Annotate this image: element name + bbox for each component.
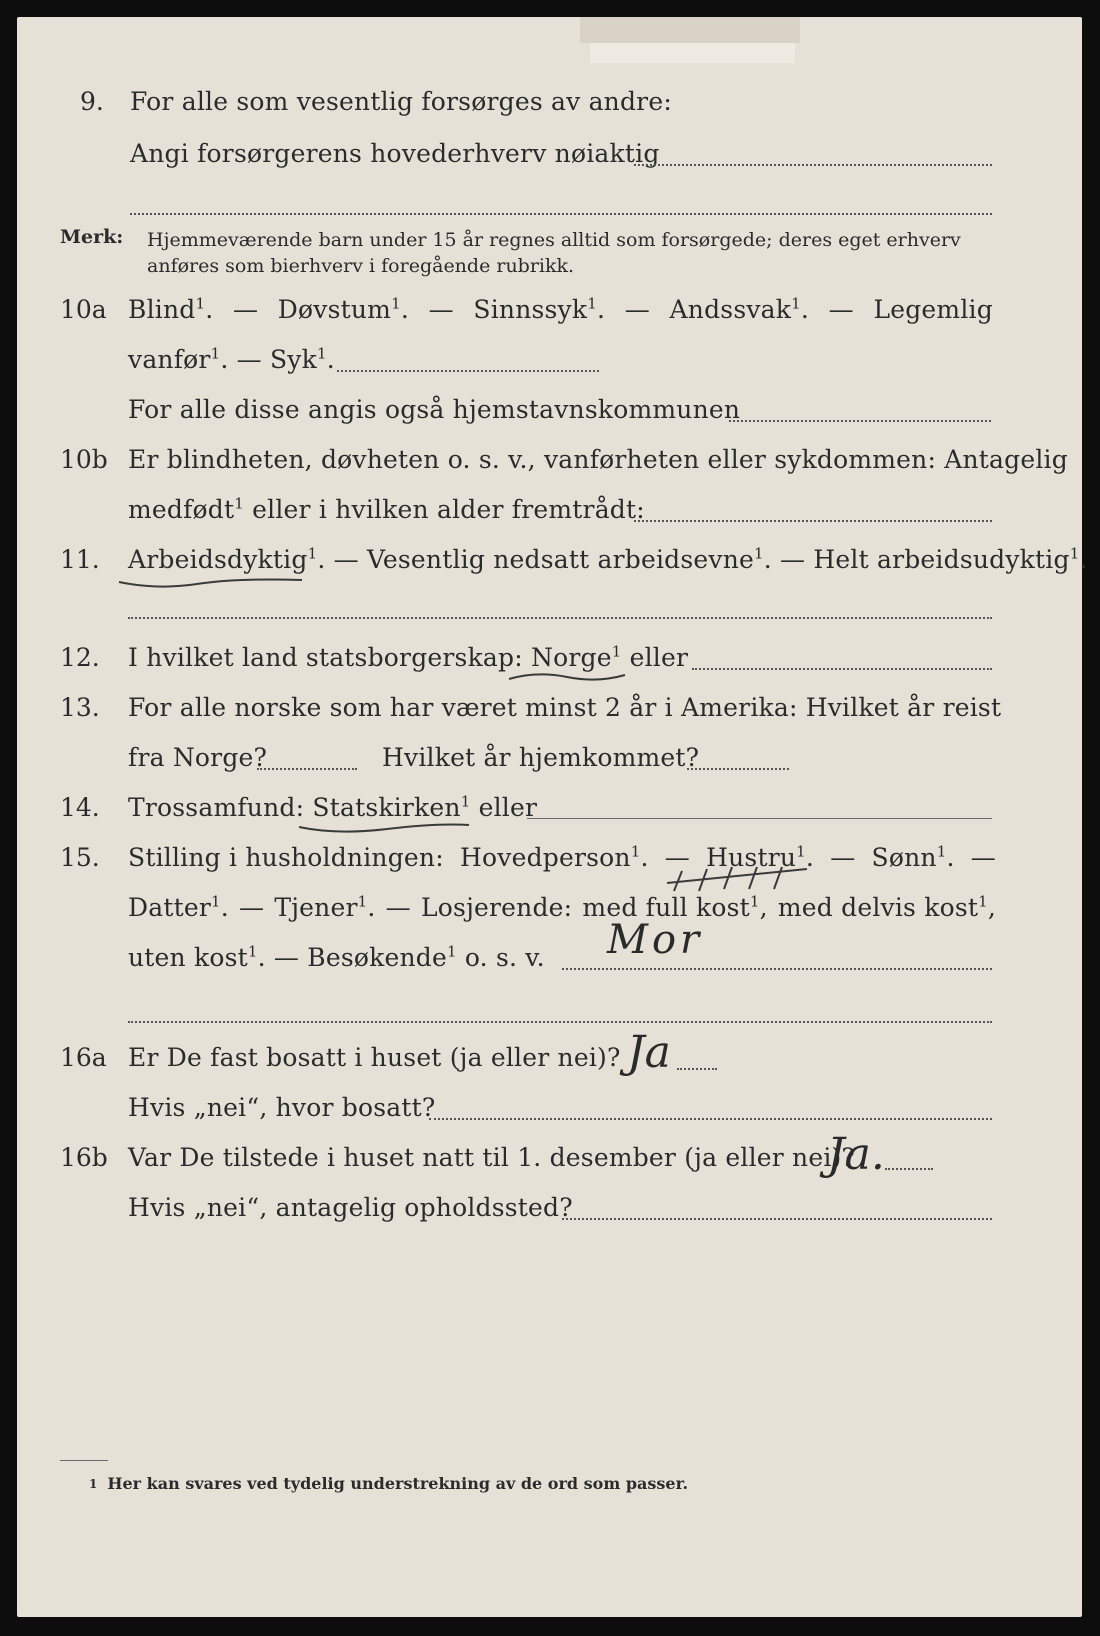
underline-arbeidsdyktig — [117, 570, 307, 590]
q16b-line2: Hvis „nei“, antagelig opholdssted? — [128, 1193, 573, 1222]
merk-label: Merk: — [60, 226, 124, 248]
handwritten-answer-15: Mor — [607, 917, 704, 963]
q15-number: 15. — [60, 843, 100, 872]
sup: 1 — [796, 842, 806, 861]
footnote-mark: 1 — [89, 1477, 98, 1491]
opt-hovedperson[interactable]: Hovedperson — [460, 843, 631, 872]
q14-answer-line[interactable] — [527, 818, 992, 819]
q15-answer-line-2[interactable] — [128, 1021, 992, 1023]
opt-syk[interactable]: Syk — [269, 345, 317, 374]
q12-eller: eller — [629, 643, 689, 672]
q16b-opphold-line[interactable] — [562, 1218, 992, 1220]
q13-line1: For alle norske som har været minst 2 år i Amerika: Hvilket år reist — [128, 693, 1002, 722]
sup: 1 — [234, 494, 245, 513]
q13-hjem-line[interactable] — [687, 768, 789, 770]
q13-hjem: Hvilket år hjemkommet? — [382, 743, 700, 772]
opt-vanfor[interactable]: vanfør — [128, 345, 211, 374]
sup: 1 — [611, 642, 622, 661]
sup: 1 — [357, 892, 368, 911]
census-form-page — [17, 17, 1088, 1617]
sup: 1 — [195, 294, 206, 313]
opt-medfodt[interactable]: medfødt — [128, 495, 235, 524]
opt-delviskost[interactable]: med delvis kost — [777, 893, 979, 922]
q15-losjerende: Losjerende: — [421, 893, 573, 922]
q9-line1: For alle som vesentlig forsørges av andre: — [130, 87, 672, 116]
footnote-text: Her kan svares ved tydelig understrekning av de ord som passer. — [107, 1474, 689, 1493]
q9-answer-line-2[interactable] — [130, 213, 992, 215]
q16a-line2: Hvis „nei“, hvor bosatt? — [128, 1093, 436, 1122]
q15-stilling: Stilling i husholdningen: — [128, 843, 444, 872]
page-tab-label-area — [590, 43, 795, 63]
sup: 1 — [247, 942, 258, 961]
sup: 1 — [630, 842, 641, 861]
opt-andssvak[interactable]: Andssvak — [669, 295, 792, 324]
q10a-kommune-line[interactable] — [729, 420, 991, 422]
handwritten-answer-16a: Ja — [627, 1027, 671, 1078]
q16b-answer-line[interactable] — [885, 1168, 933, 1170]
opt-utenkost[interactable]: uten kost — [128, 943, 248, 972]
q12-answer-line[interactable] — [692, 668, 992, 670]
sup: 1 — [749, 892, 760, 911]
footnote-rule — [60, 1460, 108, 1461]
q10b-line1: Er blindheten, døvheten o. s. v., vanførheten eller sykdommen: Antagelig — [128, 445, 1068, 474]
q9-number: 9. — [80, 87, 104, 116]
q15-line3: uten kost$^1$. — Besøkende$^1$ o. s. v. — [128, 942, 545, 972]
sup: 1 — [791, 294, 801, 313]
underline-statskirken — [297, 817, 472, 837]
q16b-line1: Var De tilstede i huset natt til 1. desember (ja eller nei)? — [128, 1143, 856, 1172]
opt-arbeidsdyktig[interactable]: Arbeidsdyktig — [128, 545, 308, 574]
opt-dovstum[interactable]: Døvstum — [277, 295, 392, 324]
q16a-answer-line[interactable] — [677, 1068, 717, 1070]
q10b-answer-line[interactable] — [634, 520, 992, 522]
opt-datter[interactable]: Datter — [128, 893, 211, 922]
opt-besokende[interactable]: Besøkende — [307, 943, 447, 972]
opt-sinnssyk[interactable]: Sinnssyk — [473, 295, 588, 324]
q12-text: I hvilket land statsborgerskap: — [128, 643, 523, 672]
q15-osv: o. s. v. — [464, 943, 545, 972]
q10a-number: 10a — [60, 295, 107, 324]
strikeout-hustru — [662, 855, 812, 895]
sup: 1 — [587, 294, 597, 313]
opt-hustru[interactable]: Hustru — [706, 843, 797, 872]
q16a-bosatt-line[interactable] — [429, 1118, 992, 1120]
sup: 1 — [1069, 544, 1080, 563]
underline-norge — [507, 667, 627, 687]
opt-statskirken[interactable]: Statskirken — [312, 793, 461, 822]
sup: 1 — [446, 942, 457, 961]
q13-number: 13. — [60, 693, 100, 722]
sup: 1 — [754, 544, 764, 563]
q15-answer-line[interactable] — [562, 968, 992, 970]
opt-blind[interactable]: Blind — [128, 295, 196, 324]
opt-nedsatt[interactable]: . — Vesentlig nedsatt arbeidsevne — [317, 545, 754, 574]
q10a-line1: Blind$^1$. — Døvstum$^1$. — Sinnssyk$^1$. — Andssvak$^1$. — Legemlig — [128, 294, 993, 324]
sup: 1 — [307, 544, 318, 563]
q14-eller: eller — [478, 793, 538, 822]
q11-answer-line[interactable] — [128, 617, 992, 619]
page-tab — [580, 17, 800, 43]
q12-number: 12. — [60, 643, 100, 672]
sup: 1 — [460, 792, 471, 811]
q10b-number: 10b — [60, 445, 108, 474]
merk-line2: anføres som bierhverv i foregående rubrikk. — [147, 255, 575, 277]
sup: 1 — [978, 892, 988, 911]
sup: 1 — [210, 344, 221, 363]
q9-line2: Angi forsørgerens hovederhverv nøiaktig — [130, 139, 660, 168]
opt-legemlig[interactable]: Legemlig — [873, 295, 993, 324]
sup: 1 — [211, 892, 221, 911]
q13-reist-line[interactable] — [257, 768, 357, 770]
opt-fullkost[interactable]: med full kost — [582, 893, 750, 922]
q14-number: 14. — [60, 793, 100, 822]
handwritten-answer-16b: Ja. — [827, 1129, 885, 1180]
sup: 1 — [316, 344, 327, 363]
sup: 1 — [391, 294, 401, 313]
q15-line1: Stilling i husholdningen: Hovedperson$^1$. — Hustru$^1$. — Sønn$^1$. — — [128, 842, 996, 872]
q14-text: Trossamfund: — [128, 793, 305, 822]
q15-line2: Datter$^1$. — Tjener$^1$. — Losjerende: med full kost$^1$, med delvis kost$^1$, — [128, 892, 996, 922]
opt-norge[interactable]: Norge — [531, 643, 612, 672]
q16a-line1: Er De fast bosatt i huset (ja eller nei)? — [128, 1043, 621, 1072]
q10a-syk-line[interactable] — [337, 370, 599, 372]
q10b-line2 — [128, 495, 645, 525]
opt-tjener[interactable]: Tjener — [274, 893, 358, 922]
q16b-number: 16b — [60, 1143, 108, 1172]
q16a-number: 16a — [60, 1043, 107, 1072]
merk-line1: Hjemmeværende barn under 15 år regnes alltid som forsørgede; deres eget erhverv — [147, 229, 961, 251]
q10b-line2-rest: eller i hvilken alder fremtrådt: — [252, 495, 645, 524]
q10a-line3: For alle disse angis også hjemstavnskommunen — [128, 395, 741, 424]
q11-line: Arbeidsdyktig$^1$. — Vesentlig nedsatt arbeidsevne$^1$. — Helt arbeidsudyktig$^1$. — [128, 544, 1088, 574]
sup: 1 — [936, 842, 947, 861]
footnote — [89, 1473, 688, 1495]
opt-sonn[interactable]: Sønn — [871, 843, 937, 872]
q11-number: 11. — [60, 545, 100, 574]
q10a-line2: vanfør$^1$. — Syk$^1$. — [128, 344, 335, 374]
opt-udyktig[interactable]: . — Helt arbeidsudyktig — [763, 545, 1070, 574]
q13-reist: fra Norge? — [128, 743, 268, 772]
q9-answer-line[interactable] — [634, 164, 992, 166]
